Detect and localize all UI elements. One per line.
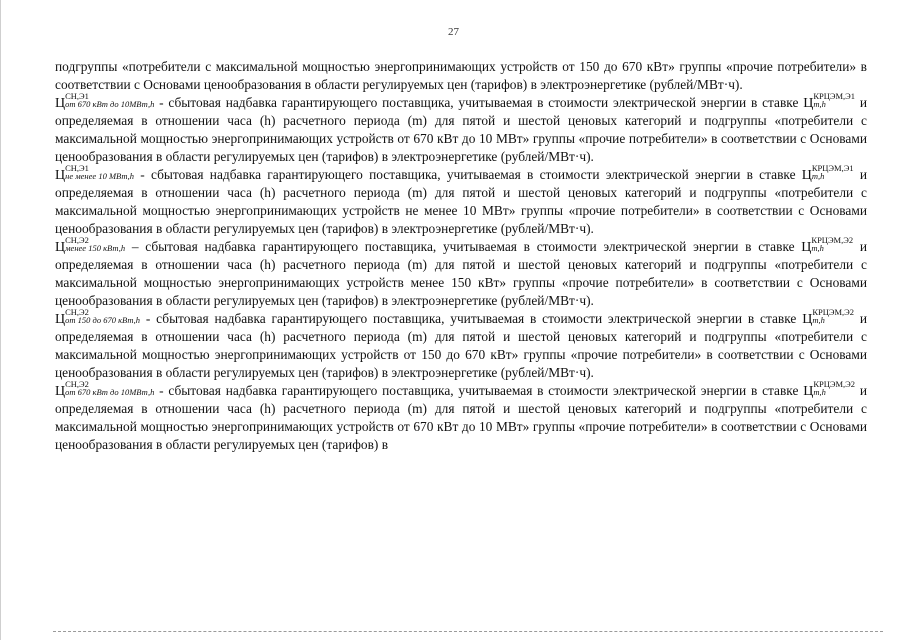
symbol-subscript: от 150 до 670 кВт,h [65, 315, 141, 326]
symbol-superscript: КРЦЭМ,Э2 [813, 379, 856, 390]
rate-symbol [803, 91, 856, 112]
definition-rest: и определяемая в отношении часа (h) расчетного периода (m) для пятой и шестой ценовых категорий и подгруппы «потребители с максимальной мощностью энергопринимающих устройств от 670 кВт до 10 МВт» группы «прочие потребители» в соответствии с Основами ценообразования в области регулируемых цен (тарифов) в электроэнергетике (рублей/МВт·ч). [55, 95, 867, 164]
symbol-base: Ц [801, 168, 812, 183]
symbol-subscript: не менее 10 МВт,h [65, 171, 135, 182]
intro-paragraph: подгруппы «потребители с максимальной мощностью энергопринимающих устройств от 150 до 670 кВт» группы «прочие потребители» в соответствии с Основами ценообразования в области регулируемых цен (тарифов) в электроэнергетике (рублей/МВт·ч). [55, 59, 867, 92]
symbol-base: Ц [803, 96, 814, 111]
symbol-subscript: m,h [811, 171, 825, 182]
page-bottom-divider [53, 631, 883, 632]
symbol-superscript: СН,Э1 [65, 163, 89, 174]
symbol-base: Ц [55, 312, 66, 327]
definition-rest: и определяемая в отношении часа (h) расчетного периода (m) для пятой и шестой ценовых категорий и подгруппы «потребители с максимальной мощностью энергопринимающих устройств от 150 до 670 кВт» группы «прочие потребители» в соответствии с Основами ценообразования в области регулируемых цен (тарифов) в электроэнергетике (рублей/МВт·ч). [55, 311, 867, 380]
symbol-superscript: СН,Э2 [65, 379, 89, 390]
definition-paragraph [55, 235, 867, 310]
tariff-symbol [55, 163, 135, 184]
symbol-subscript: от 670 кВт до 10МВт,h [65, 387, 155, 398]
symbol-superscript: КРЦЭМ,Э2 [811, 235, 854, 246]
symbol-base: Ц [802, 312, 813, 327]
definition-rest: и определяемая в отношении часа (h) расчетного периода (m) для пятой и шестой ценовых категорий и подгруппы «потребители с максимальной мощностью энергопринимающих устройств менее 150 кВт» группы «прочие потребители» в соответствии с Основами ценообразования в области регулируемых цен (тарифов) в электроэнергетике (рублей/МВт·ч). [55, 239, 867, 308]
symbol-subscript: менее 150 кВт,h [65, 243, 126, 254]
definition-paragraph [55, 379, 867, 454]
rate-symbol [801, 163, 854, 184]
symbol-subscript: m,h [811, 243, 824, 254]
definition-rest: и определяемая в отношении часа (h) расчетного периода (m) для пятой и шестой ценовых категорий и подгруппы «потребители с максимальной мощностью энергопринимающих устройств не менее 10 МВт» группы «прочие потребители» в соответствии с Основами ценообразования в области регулируемых цен (тарифов) в электроэнергетике (рублей/МВт·ч). [55, 167, 868, 236]
symbol-subscript: m,h [813, 387, 826, 398]
symbol-base: Ц [55, 384, 66, 399]
symbol-subscript: m,h [812, 315, 825, 326]
definition-lead: - сбытовая надбавка гарантирующего поставщика, учитываемая в стоимости электрической энергии в ставке [154, 383, 804, 398]
document-body [55, 58, 867, 454]
tariff-symbol [55, 91, 155, 112]
symbol-base: Ц [801, 240, 812, 255]
tariff-symbol [55, 307, 141, 328]
definition-lead: - сбытовая надбавка гарантирующего поставщика, учитываемая в стоимости электрической энергии в ставке [140, 311, 803, 326]
rate-symbol [803, 379, 856, 400]
symbol-base: Ц [55, 240, 66, 255]
symbol-base: Ц [803, 384, 814, 399]
symbol-base: Ц [55, 168, 66, 183]
symbol-superscript: СН,Э2 [65, 235, 89, 246]
definition-paragraph [55, 307, 867, 382]
definition-paragraph [55, 91, 867, 166]
definition-lead: – сбытовая надбавка гарантирующего поставщика, учитываемая в стоимости электрической энергии в ставке [125, 239, 802, 254]
page-number: 27 [448, 26, 459, 38]
rate-symbol [801, 235, 854, 256]
symbol-subscript: m,h [813, 99, 826, 110]
definition-lead: - сбытовая надбавка гарантирующего поставщика, учитываемая в стоимости электрической энергии в ставке [134, 167, 802, 182]
definition-lead: - сбытовая надбавка гарантирующего поставщика, учитываемая в стоимости электрической энергии в ставке [154, 95, 804, 110]
symbol-superscript: СН,Э1 [65, 91, 89, 102]
symbol-superscript: КРЦЭМ,Э1 [811, 163, 854, 174]
symbol-superscript: КРЦЭМ,Э1 [813, 91, 856, 102]
definition-rest: и определяемая в отношении часа (h) расчетного периода (m) для пятой и шестой ценовых категорий и подгруппы «потребители с максимальной мощностью энергопринимающих устройств от 670 кВт до 10 МВт» группы «прочие потребители» в соответствии с Основами ценообразования в области регулируемых цен (тарифов) в [55, 383, 867, 452]
definition-paragraph [55, 163, 868, 238]
tariff-symbol [55, 235, 126, 256]
symbol-subscript: от 670 кВт до 10МВт,h [65, 99, 155, 110]
rate-symbol [802, 307, 855, 328]
symbol-superscript: КРЦЭМ,Э2 [812, 307, 855, 318]
tariff-symbol [55, 379, 155, 400]
symbol-superscript: СН,Э2 [65, 307, 89, 318]
symbol-base: Ц [55, 96, 66, 111]
